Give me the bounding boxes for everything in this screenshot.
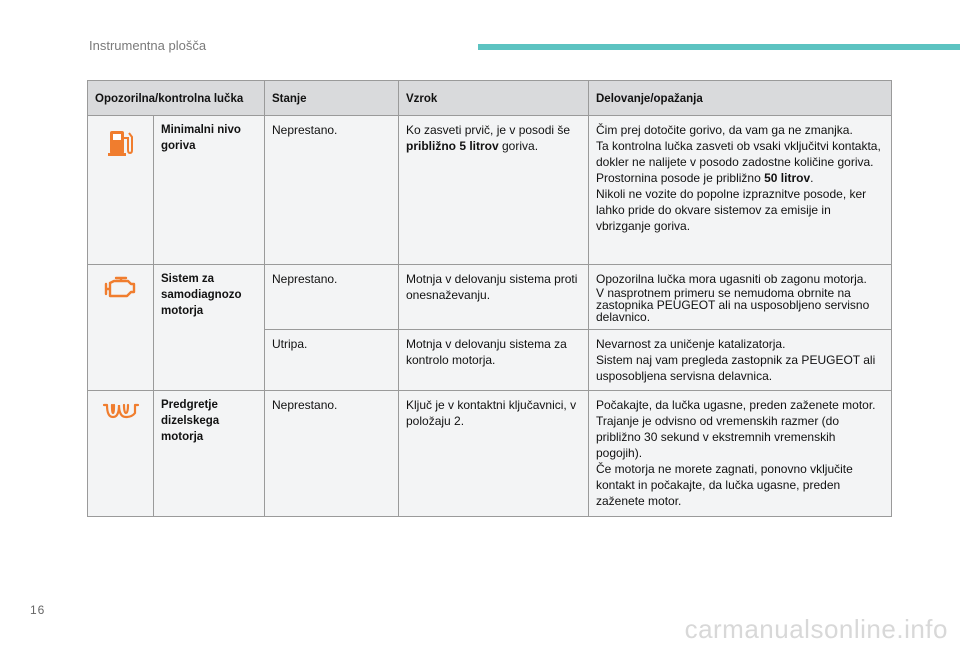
fuel-pump-icon <box>107 128 135 162</box>
page-header-title: Instrumentna plošča <box>89 38 207 53</box>
action-line: Čim prej dotočite gorivo, da vam ga ne zmanjka. <box>596 123 853 137</box>
action-cell <box>589 330 892 391</box>
cause-text: Ko zasveti prvič, je v posodi še <box>406 123 571 137</box>
action-line <box>596 170 884 186</box>
state-cell: Utripa. <box>265 330 399 391</box>
action-text-end: . <box>810 171 814 185</box>
action-line: Nikoli ne vozite do popolne izpraznitve posode, ker lahko pride do okvare sistemov za emisije in vbrizganje goriva. <box>596 187 867 233</box>
cause-cell: Motnja v delovanju sistema proti onesnaževanju. <box>399 265 589 330</box>
header-cause: Vzrok <box>399 81 589 116</box>
warning-lamps-table <box>87 80 892 517</box>
action-line: Če motorja ne morete zagnati, ponovno vključite kontakt in počakajte, da lučka ugasne, preden zaženete motor. <box>596 462 853 508</box>
header-action: Delovanje/opažanja <box>589 81 892 116</box>
action-line: Ta kontrolna lučka zasveti ob vsaki vključitvi kontakta, dokler ne nalijete v posodo zadostne količine goriva. <box>596 139 881 169</box>
icon-cell <box>88 116 154 265</box>
cause-cell <box>399 116 589 265</box>
icon-cell <box>88 265 154 391</box>
glow-plug-icon <box>102 401 140 425</box>
engine-icon <box>103 275 139 305</box>
action-line: Opozorilna lučka mora ugasniti ob zagonu motorja. <box>596 272 867 286</box>
action-line: Počakajte, da lučka ugasne, preden zaženete motor. <box>596 398 876 412</box>
action-line: Sistem naj vam pregleda zastopnik za PEUGEOT ali usposobljena servisna delavnica. <box>596 353 876 383</box>
lamp-name: Minimalni nivo goriva <box>154 116 265 265</box>
table-row <box>88 116 892 265</box>
action-line: Nevarnost za uničenje katalizatorja. <box>596 337 786 351</box>
action-cell <box>589 391 892 517</box>
action-cell <box>589 116 892 265</box>
cause-cell: Motnja v delovanju sistema za kontrolo motorja. <box>399 330 589 391</box>
action-text: Prostornina posode je približno <box>596 171 765 185</box>
watermark: carmanualsonline.info <box>684 614 948 644</box>
action-bold-text: 50 litrov <box>764 171 811 185</box>
cause-cell: Ključ je v kontaktni ključavnici, v položaju 2. <box>399 391 589 517</box>
header-lamp: Opozorilna/kontrolna lučka <box>88 81 265 116</box>
table-header-row <box>88 81 892 116</box>
lamp-name: Predgretje dizelskega motorja <box>154 391 265 517</box>
action-line: V nasprotnem primeru se nemudoma obrnite na zastopnika PEUGEOT ali na usposobljeno servisno delavnico. <box>596 286 870 324</box>
table-row <box>88 391 892 517</box>
lamp-name: Sistem za samodiagnozo motorja <box>154 265 265 391</box>
header-state: Stanje <box>265 81 399 116</box>
page-number: 16 <box>30 603 46 617</box>
action-cell <box>589 265 892 330</box>
cause-bold-text: približno 5 litrov <box>406 139 499 153</box>
icon-cell <box>88 391 154 517</box>
state-cell: Neprestano. <box>265 116 399 265</box>
cause-text-end: goriva. <box>498 139 539 153</box>
action-line: Trajanje je odvisno od vremenskih razmer (do približno 30 sekund v ekstremnih vremenskih pogojih). <box>596 414 839 460</box>
header-accent-bar <box>478 44 960 50</box>
state-cell: Neprestano. <box>265 265 399 330</box>
table-row <box>88 265 892 330</box>
state-cell: Neprestano. <box>265 391 399 517</box>
